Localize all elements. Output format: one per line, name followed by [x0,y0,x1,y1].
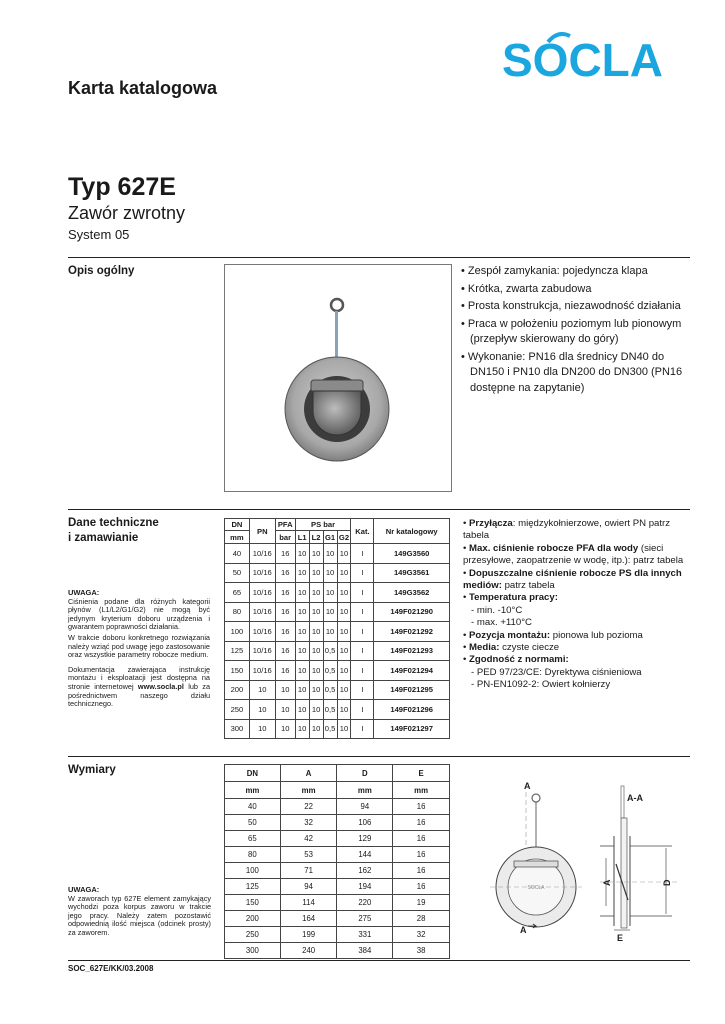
tech-cell: 10 [337,583,351,603]
dimension-cell: 53 [280,847,337,863]
tech-cell: 10 [337,641,351,661]
tech-cell: 10 [309,602,323,622]
dimension-cell: 19 [393,895,450,911]
th-l2: L2 [309,531,323,544]
tech-cell: 300 [225,719,250,739]
dimension-cell: 194 [337,879,393,895]
dimension-cell: 240 [280,943,337,959]
th-pfa: PFA [275,519,295,531]
footer-doc-code: SOC_627E/KK/03.2008 [68,964,154,973]
tech-cell: 100 [225,622,250,642]
spec-norma2: - PN-EN1092-2: Owiert kołnierzy [471,679,611,691]
dimensions-table-row [225,815,450,831]
th-ps: PS bar [295,519,351,531]
th-l1: L1 [295,531,309,544]
opis-bullet: • Praca w położeniu poziomym lub pionowym (przepływ skierowany do góry) [461,317,691,348]
tech-note-p3a: Dokumentacja zawierająca instrukcję montażu i eksploatacji jest dostępna na stronie internetowej [68,664,210,691]
tech-cell: 149F021294 [374,661,450,681]
tech-cell: 10 [337,563,351,583]
tech-cell: 149F021295 [374,680,450,700]
th-pn: PN [249,519,275,544]
tech-cell: I [351,544,374,564]
valve-photo-illustration [225,265,451,491]
dim-unit-e: mm [393,782,450,799]
label-d: D [662,879,672,886]
th-dn: DN [225,519,250,531]
dimension-cell: 50 [225,815,281,831]
tech-cell: 0,5 [323,641,337,661]
section-title-tech [68,516,159,546]
opis-bullet: • Krótka, zwarta zabudowa [461,282,691,298]
dimension-cell: 150 [225,895,281,911]
dimension-cell: 331 [337,927,393,943]
dimensions-table-row [225,911,450,927]
tech-table-row [225,680,450,700]
tech-cell: 200 [225,680,250,700]
tech-cell: 10/16 [249,563,275,583]
tech-cell: 10 [337,719,351,739]
tech-cell: 10 [309,719,323,739]
dimension-cell: 164 [280,911,337,927]
tech-note [68,589,210,709]
dimension-cell: 94 [337,799,393,815]
tech-cell: 10 [295,661,309,681]
opis-bullet-list [461,264,691,398]
tech-cell: 16 [275,544,295,564]
tech-table-row [225,700,450,720]
spec-temp-max: - max. +110°C [471,617,532,629]
doc-type: Karta katalogowa [68,78,218,98]
dimensions-table-row [225,879,450,895]
dimension-cell: 275 [337,911,393,927]
tech-table-row [225,622,450,642]
tech-cell: I [351,661,374,681]
product-photo [224,264,452,492]
tech-cell: 10 [309,583,323,603]
tech-cell: 10 [337,661,351,681]
tech-cell: 10 [295,544,309,564]
tech-cell: 10 [295,641,309,661]
tech-cell: 10 [323,563,337,583]
tech-cell: 10 [275,680,295,700]
tech-note-title: UWAGA: [68,588,100,597]
tech-cell: 10 [323,544,337,564]
dimension-cell: 199 [280,927,337,943]
dim-unit-a: mm [280,782,337,799]
system-label: System 05 [68,227,130,242]
tech-cell: 16 [275,641,295,661]
tech-cell: 10/16 [249,544,275,564]
th-g2: G2 [338,532,350,542]
dimension-cell: 22 [280,799,337,815]
dim-th-dn: DN [225,765,281,782]
dimension-cell: 94 [280,879,337,895]
tech-cell: 125 [225,641,250,661]
tech-cell: 10/16 [249,622,275,642]
dimension-cell: 16 [393,847,450,863]
tech-cell: 0,5 [323,661,337,681]
dim-unit-d: mm [337,782,393,799]
dimension-cell: 16 [393,799,450,815]
dimensions-table-row [225,847,450,863]
tech-cell: 10/16 [249,583,275,603]
dimension-cell: 71 [280,863,337,879]
dim-unit-dn: mm [225,782,281,799]
th-dn-unit: mm [225,531,250,544]
tech-cell: 149F021296 [374,700,450,720]
divider-wymiary [68,756,690,757]
tech-cell: 149F021293 [374,641,450,661]
spec-pozycja: • Pozycja montażu: pionowa lub pozioma [463,629,643,641]
tech-cell: 65 [225,583,250,603]
dimension-cell: 80 [225,847,281,863]
page-subtitle: Zawór zwrotny [68,203,186,223]
tech-cell: 10 [309,661,323,681]
tech-cell: 10/16 [249,602,275,622]
spec-przylacza: • Przyłącza: międzykołnierzowe, owiert PN patrz tabela [463,518,671,542]
tech-cell: 10 [295,583,309,603]
tech-cell: 150 [225,661,250,681]
wymiary-note [68,886,211,938]
dim-th-e: E [393,765,450,782]
dimension-cell: 16 [393,831,450,847]
tech-table [224,518,450,739]
dimension-cell: 42 [280,831,337,847]
logo-text: SOCLA [502,34,663,84]
tech-table-row [225,719,450,739]
tech-cell: 10 [323,622,337,642]
tech-cell: 16 [275,602,295,622]
tech-cell: 149G3560 [374,544,450,564]
tech-cell: 10/16 [249,641,275,661]
tech-cell: I [351,700,374,720]
dimension-cell: 200 [225,911,281,927]
dimensions-table-row [225,943,450,959]
dimension-cell: 129 [337,831,393,847]
dimensions-table-row [225,863,450,879]
tech-cell: 40 [225,544,250,564]
section-title-tech-line2: i zamawianie [68,532,139,544]
tech-cell: 149G3561 [374,563,450,583]
technical-drawing [490,776,690,946]
tech-cell: 10 [309,700,323,720]
dimension-cell: 100 [225,863,281,879]
tech-cell: I [351,563,374,583]
dimension-cell: 16 [393,815,450,831]
tech-cell: 16 [275,563,295,583]
tech-cell: 10 [275,719,295,739]
spec-normy: • Zgodność z normami: [463,654,569,666]
tech-cell: 149F021292 [374,622,450,642]
tech-table-row [225,583,450,603]
dim-th-d: D [337,765,393,782]
tech-cell: I [351,583,374,603]
dimensions-table-row [225,799,450,815]
tech-cell: 16 [275,661,295,681]
tech-cell: 16 [275,583,295,603]
tech-cell: 10 [323,583,337,603]
section-title-wymiary: Wymiary [68,764,116,776]
tech-cell: 10 [295,602,309,622]
dimension-cell: 162 [337,863,393,879]
label-a-bottom: A [520,925,527,935]
tech-cell: 10 [249,680,275,700]
label-aa: A-A [627,793,643,803]
dimension-cell: 28 [393,911,450,927]
spec-media: • Media: czyste ciecze [463,642,560,654]
dimensions-table-row [225,831,450,847]
dimension-cell: 220 [337,895,393,911]
tech-cell: 10 [309,544,323,564]
section-title-tech-line1: Dane techniczne [68,517,159,529]
tech-cell: 10 [309,622,323,642]
opis-bullet: • Prosta konstrukcja, niezawodność działania [461,299,691,315]
spec-norma1: - PED 97/23/CE: Dyrektywa ciśnieniowa [471,666,642,678]
tech-cell: I [351,622,374,642]
tech-cell: 149F021290 [374,602,450,622]
spec-ps: • Dopuszczalne ciśnienie robocze PS dla innych mediów: patrz tabela [463,567,682,592]
tech-cell: 250 [225,700,250,720]
wymiary-note-text: W zaworach typ 627E element zamykający wychodzi poza korpus zaworu w trakcie jego pracy. Należy zatem pozostawić odpowiednią ilość miejsca (odcinek prosty) za zaworem. [68,893,211,937]
tech-cell: 10 [295,719,309,739]
tech-cell: 10 [323,602,337,622]
tech-note-p1: Ciśnienia podane dla różnych kategorii płynów (L1/L2/G1/G2) nie mogą być jedynym kryterium doboru urządzenia i gwarantem poprawności działania. [68,596,210,632]
divider-tech [68,509,690,510]
dimensions-table-row [225,927,450,943]
tech-cell: 10 [309,563,323,583]
tech-cell: 10 [337,622,351,642]
tech-cell: 0,5 [323,719,337,739]
tech-cell: 10/16 [249,661,275,681]
tech-cell: 10 [309,680,323,700]
spec-temp: • Temperatura pracy: [463,592,558,604]
th-g1: G1 [324,532,336,542]
tech-cell: 16 [275,622,295,642]
tech-cell: 10 [309,641,323,661]
tech-cell: 80 [225,602,250,622]
dimension-cell: 300 [225,943,281,959]
tech-cell: 0,5 [323,700,337,720]
dimension-cell: 16 [393,863,450,879]
tech-cell: 10 [337,700,351,720]
dimension-cell: 65 [225,831,281,847]
tech-cell: 149F021297 [374,719,450,739]
tech-cell: I [351,719,374,739]
tech-table-row [225,641,450,661]
dimension-cell: 125 [225,879,281,895]
tech-cell: I [351,602,374,622]
label-a-side: A [602,879,612,886]
dimensions-table-row [225,895,450,911]
tech-cell: 10 [275,700,295,720]
divider-footer [68,960,690,961]
tech-cell: 0,5 [323,680,337,700]
tech-note-p3 [68,666,210,709]
front-view [490,781,582,935]
tech-table-row [225,661,450,681]
tech-note-p2: W trakcie doboru konkretnego rozwiązania należy wziąć pod uwagę jego zastosowanie oraz wszystkie parametry robocze medium. [68,632,210,660]
tech-cell: 10 [337,602,351,622]
tech-specs-list [463,518,698,692]
page-title: Typ 627E [68,173,176,201]
th-kat: Kat. [351,519,374,544]
dimension-cell: 16 [393,879,450,895]
dimension-cell: 32 [280,815,337,831]
section-title-opis: Opis ogólny [68,265,135,277]
th-nr: Nr katalogowy [374,519,450,544]
dimension-cell: 144 [337,847,393,863]
tech-cell: I [351,641,374,661]
tech-cell: 10 [337,680,351,700]
socla-website-link[interactable]: www.socla.pl [137,681,184,691]
opis-bullet: • Wykonanie: PN16 dla średnicy DN40 do DN150 i PN10 dla DN200 do DN300 (PN16 dostępne na zapytanie) [461,350,691,397]
tech-cell: I [351,680,374,700]
dimension-cell: 40 [225,799,281,815]
tech-cell: 149G3562 [374,583,450,603]
dimensions-table-body [225,799,450,959]
socla-logo [502,32,688,84]
label-a-top: A [524,781,531,791]
tech-table-row [225,602,450,622]
dimensions-table [224,764,450,959]
tech-cell: 10 [295,563,309,583]
tech-cell: 10 [295,700,309,720]
tech-table-body [225,544,450,739]
tech-note-p3b: lub za pośrednictwem naszego działu technicznego. [68,681,210,709]
tech-cell: 10 [249,700,275,720]
th-pfa-unit: bar [275,531,295,544]
tech-table-row [225,563,450,583]
tech-cell: 10 [295,622,309,642]
dim-th-a: A [280,765,337,782]
dimension-cell: 106 [337,815,393,831]
dimension-cell: 38 [393,943,450,959]
tech-cell: 50 [225,563,250,583]
divider-opis [68,257,690,258]
wymiary-note-title: UWAGA: [68,885,100,894]
dimension-cell: 114 [280,895,337,911]
drawing-logo-small: SOCLA [527,885,545,891]
opis-bullet: • Zespół zamykania: pojedyncza klapa [461,264,691,280]
spec-temp-min: - min. -10°C [471,604,523,616]
side-section-view [600,786,680,943]
spec-pfa: • Max. ciśnienie robocze PFA dla wody (sieci przesyłowe, zaopatrzenie w wodę, itp.): patrz tabela [463,542,684,567]
tech-table-row [225,544,450,564]
tech-cell: 10 [295,680,309,700]
dimension-cell: 384 [337,943,393,959]
dimension-cell: 32 [393,927,450,943]
tech-cell: 10 [337,544,351,564]
dimension-cell: 250 [225,927,281,943]
tech-cell: 10 [249,719,275,739]
label-e: E [617,933,624,943]
